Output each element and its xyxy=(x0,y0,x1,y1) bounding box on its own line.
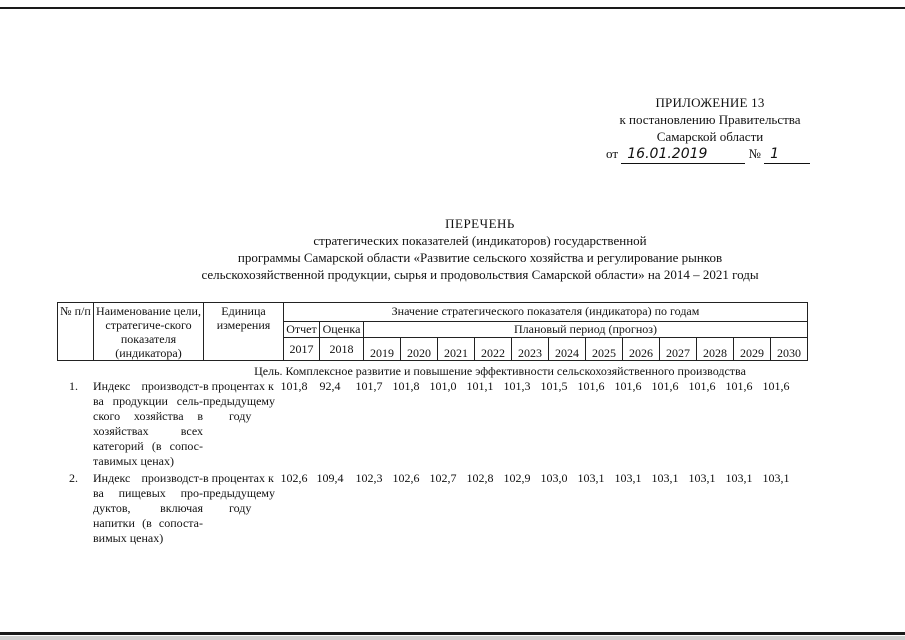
indicator-value: 103,1 xyxy=(688,471,716,485)
indicator-value: 102,3 xyxy=(355,471,383,485)
header-name: Наименование цели, стратегиче-ского показателя (индикатора) xyxy=(94,303,204,361)
indicators-table-header xyxy=(57,302,808,361)
header-plan-year: 2019 xyxy=(364,338,401,361)
header-unit: Единица измерения xyxy=(204,303,284,361)
header-estimate: Оценка xyxy=(320,321,364,338)
appendix-block xyxy=(600,94,820,164)
indicator-value: 101,6 xyxy=(725,379,753,393)
row-number: 1. xyxy=(69,379,78,393)
header-plan-year: 2023 xyxy=(512,338,549,361)
indicator-value: 103,1 xyxy=(577,471,605,485)
header-num: № п/п xyxy=(58,303,94,361)
appendix-title: ПРИЛОЖЕНИЕ 13 xyxy=(655,95,765,110)
heading-title: ПЕРЕЧЕНЬ xyxy=(445,216,515,231)
indicator-unit xyxy=(203,379,283,424)
indicator-value: 101,0 xyxy=(429,379,457,393)
indicator-value: 101,8 xyxy=(280,379,308,393)
bottom-scan-border xyxy=(0,632,905,635)
indicator-value: 103,1 xyxy=(651,471,679,485)
number-prefix: № xyxy=(748,146,761,161)
indicator-value: 101,6 xyxy=(762,379,790,393)
heading-line-3: сельскохозяйственной продукции, сырья и продовольствия Самарской области» на 2014 – 2021 годы xyxy=(201,267,759,282)
decree-date-line xyxy=(606,145,820,164)
unit-line: предыдущему xyxy=(203,394,276,408)
header-values-group: Значение стратегического показателя (индикатора) по годам xyxy=(284,303,808,322)
indicator-value: 103,1 xyxy=(614,471,642,485)
indicator-name: Индекс производст-ва пищевых про-дуктов, включая напитки (в сопоста-вимых ценах) xyxy=(93,471,203,545)
indicator-value: 102,8 xyxy=(466,471,494,485)
handwritten-number: 1 xyxy=(764,146,810,164)
row-number: 2. xyxy=(69,471,78,485)
heading-line-1: стратегических показателей (индикаторов) государственной xyxy=(313,233,647,248)
document-heading xyxy=(100,215,860,283)
indicator-value: 103,0 xyxy=(540,471,568,485)
header-year-estimate: 2018 xyxy=(320,338,364,361)
indicator-value: 103,1 xyxy=(762,471,790,485)
indicator-name: Индекс производст-ва продукции сель-ского хозяйства в хозяйствах всех категорий (в сопос-тавимых ценах) xyxy=(93,379,203,468)
indicator-value: 102,7 xyxy=(429,471,457,485)
bottom-scan-shadow xyxy=(0,636,905,640)
indicator-value: 101,8 xyxy=(392,379,420,393)
top-scan-border xyxy=(0,7,905,9)
appendix-line-1: к постановлению Правительства xyxy=(619,112,801,127)
header-plan-year: 2022 xyxy=(475,338,512,361)
indicator-value: 102,6 xyxy=(280,471,308,485)
indicator-value: 101,7 xyxy=(355,379,383,393)
unit-line: году xyxy=(229,409,252,423)
indicator-value: 101,6 xyxy=(577,379,605,393)
header-plan-year: 2030 xyxy=(771,338,808,361)
handwritten-date: 16.01.2019 xyxy=(621,146,745,164)
unit-line: в процентах к xyxy=(203,379,274,393)
heading-line-2: программы Самарской области «Развитие сельского хозяйства и регулирование рынков xyxy=(237,250,723,265)
goal-text: Цель. Комплексное развитие и повышение эффективности сельскохозяйственного производства xyxy=(254,364,746,378)
indicator-unit xyxy=(203,471,283,516)
indicator-value: 109,4 xyxy=(316,471,344,485)
date-prefix: от xyxy=(606,146,619,161)
indicator-value: 101,6 xyxy=(688,379,716,393)
indicator-value: 101,3 xyxy=(503,379,531,393)
header-plan-year: 2026 xyxy=(623,338,660,361)
header-year-report: 2017 xyxy=(284,338,320,361)
unit-line: в процентах к xyxy=(203,471,274,485)
indicator-value: 101,6 xyxy=(614,379,642,393)
indicator-value: 92,4 xyxy=(319,379,341,393)
header-plan-year: 2025 xyxy=(586,338,623,361)
indicator-value: 101,1 xyxy=(466,379,494,393)
indicator-value: 103,1 xyxy=(725,471,753,485)
header-plan-year: 2028 xyxy=(697,338,734,361)
indicator-value: 102,6 xyxy=(392,471,420,485)
header-report: Отчет xyxy=(284,321,320,338)
indicator-value: 101,5 xyxy=(540,379,568,393)
header-plan-year: 2021 xyxy=(438,338,475,361)
unit-line: предыдущему xyxy=(203,486,276,500)
header-plan: Плановый период (прогноз) xyxy=(364,321,808,338)
header-plan-year: 2020 xyxy=(401,338,438,361)
appendix-line-2: Самарской области xyxy=(656,129,764,144)
unit-line: году xyxy=(229,501,252,515)
header-plan-year: 2029 xyxy=(734,338,771,361)
indicator-value: 101,6 xyxy=(651,379,679,393)
header-plan-year: 2027 xyxy=(660,338,697,361)
header-plan-year: 2024 xyxy=(549,338,586,361)
indicator-value: 102,9 xyxy=(503,471,531,485)
